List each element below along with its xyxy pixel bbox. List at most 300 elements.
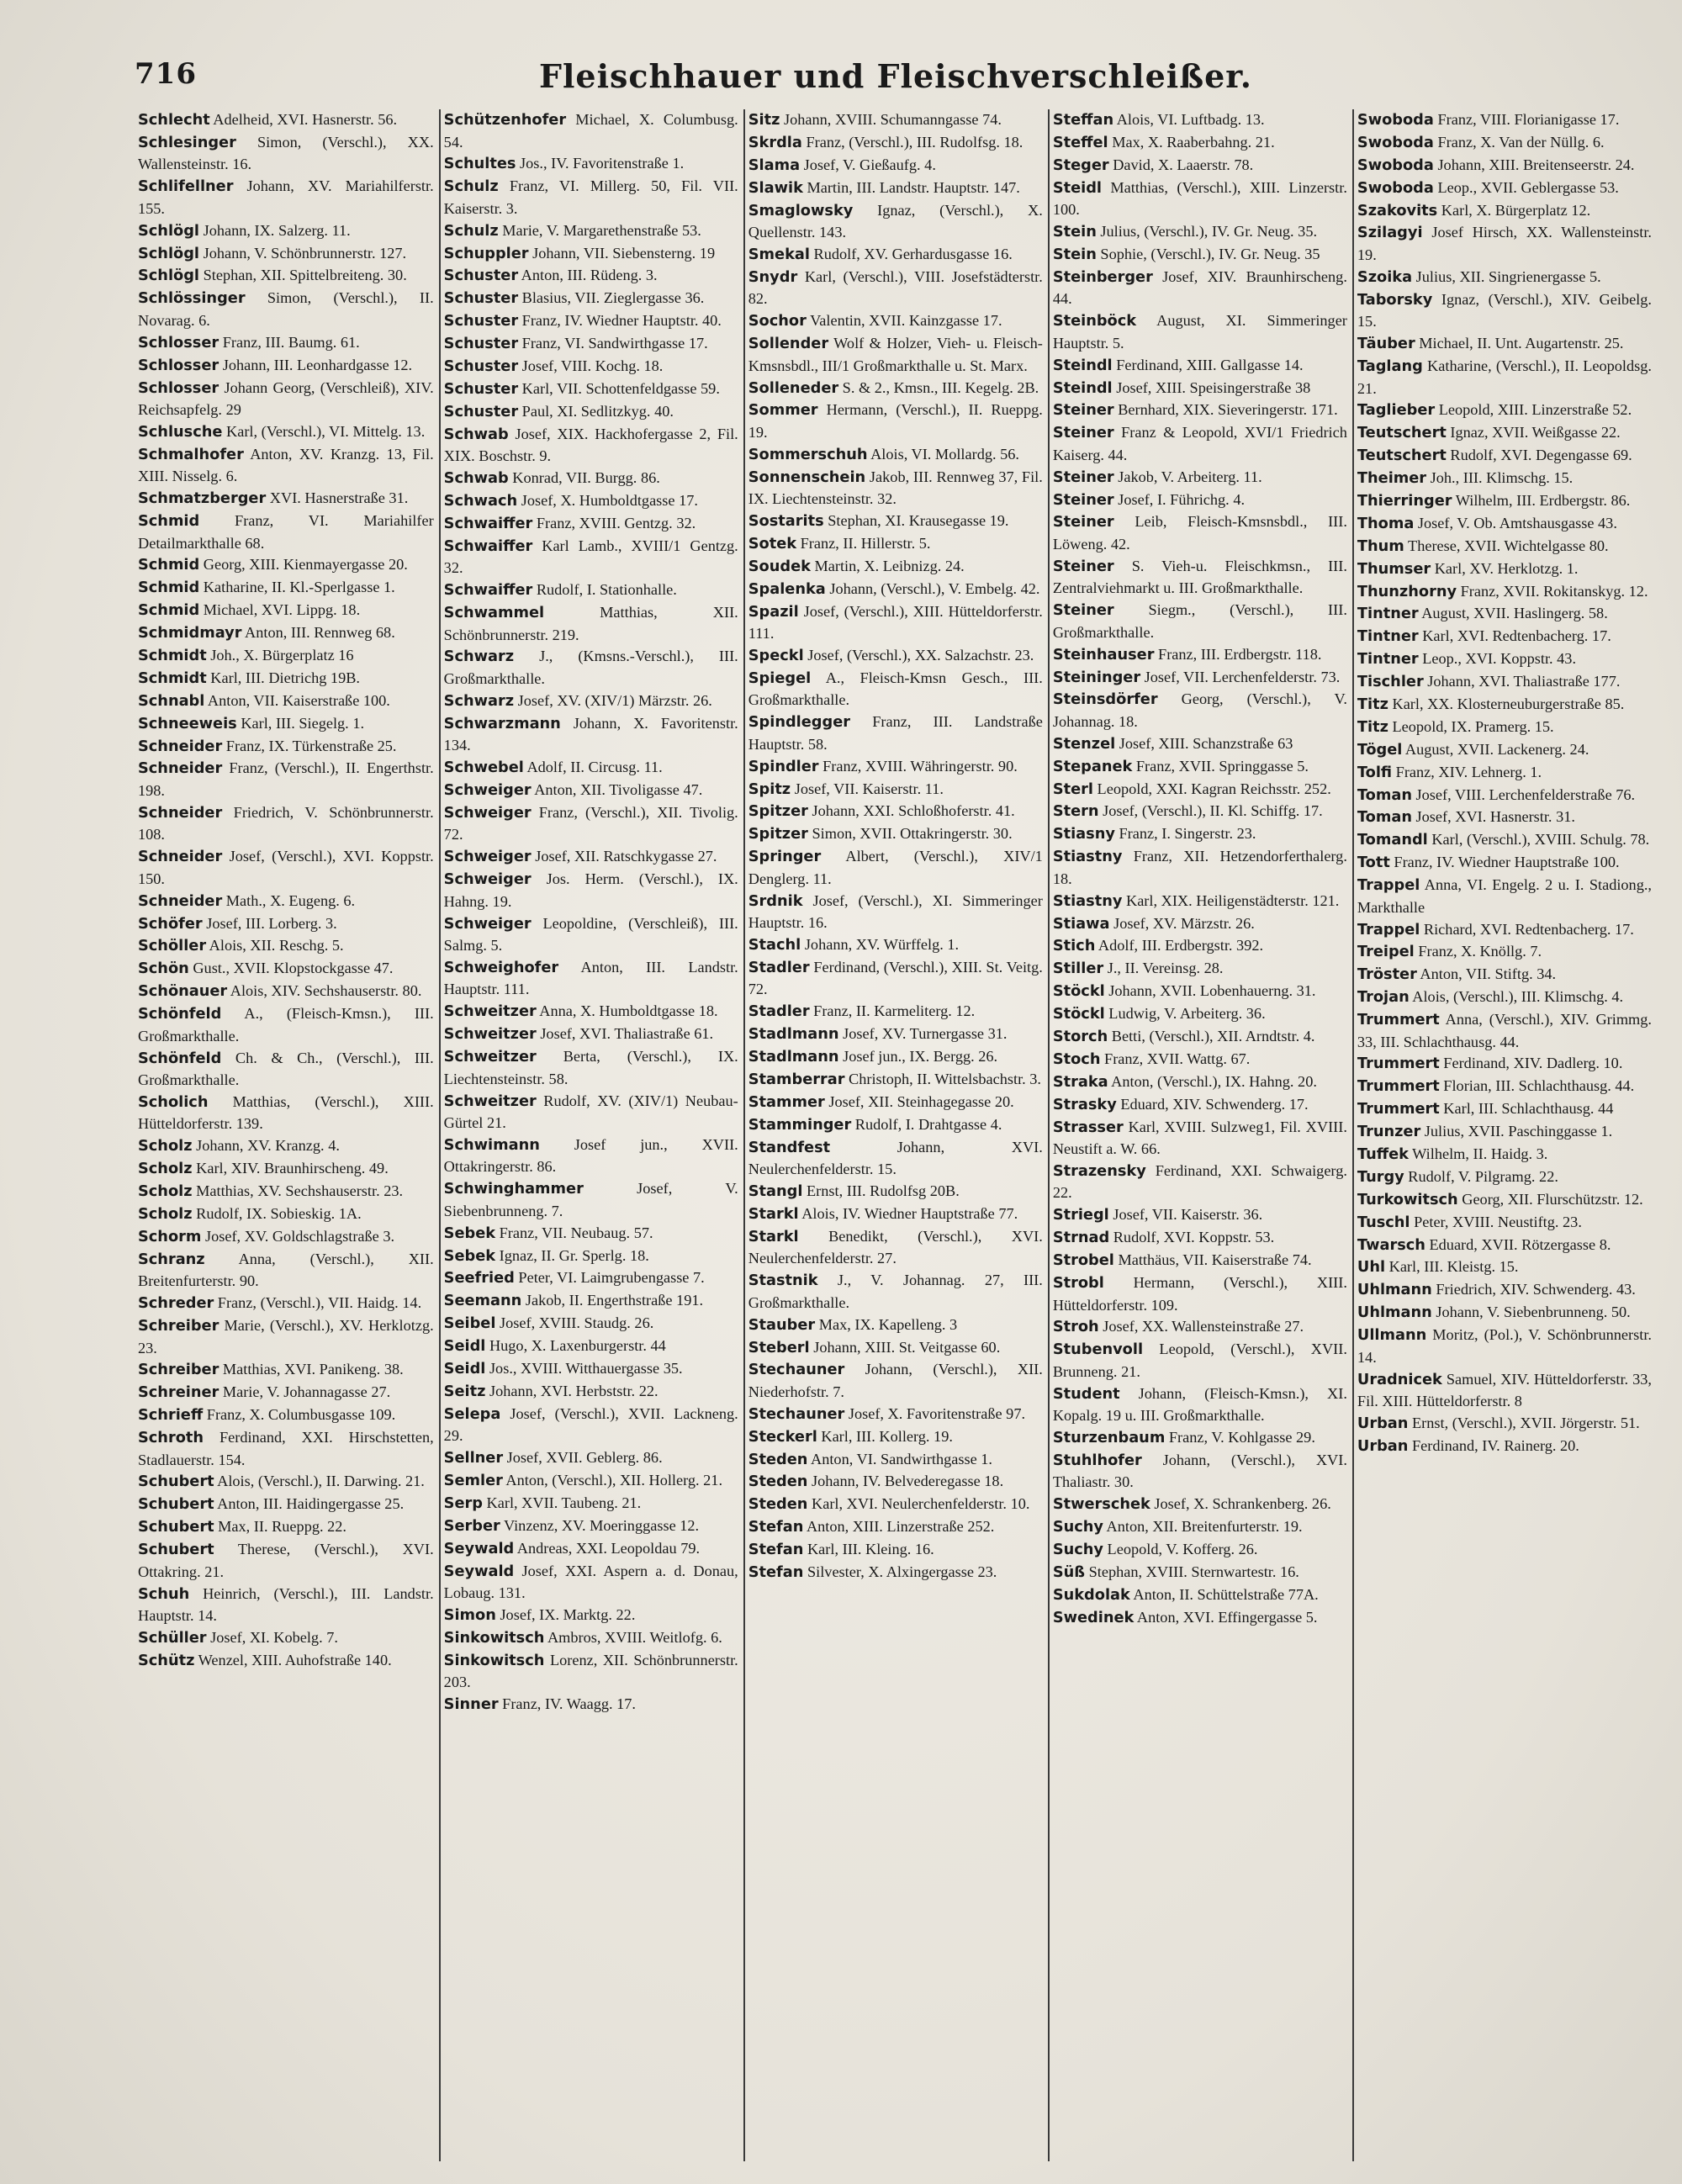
- entry-name: Schwach: [443, 492, 518, 510]
- entry-name: Snydr: [748, 268, 798, 286]
- directory-entry: [444, 757, 738, 780]
- entry-details: Josef, VII. Kaiserstr. 36.: [1108, 1206, 1263, 1224]
- entry-details: Stephan, XI. Krausegasse 19.: [823, 512, 1009, 530]
- entry-details: Heinrich, (Verschl.), III. Landstr. Hauptstr. 14.: [138, 1584, 434, 1625]
- entry-details: Alois, XII. Reschg. 5.: [206, 937, 344, 955]
- directory-entry: [444, 1290, 738, 1313]
- directory-entry: [1357, 289, 1652, 333]
- entry-name: Thierringer: [1357, 492, 1452, 510]
- entry-name: Steinberger: [1052, 268, 1153, 286]
- directory-entry: [1053, 109, 1347, 132]
- entry-details: Anton, XIII. Linzerstraße 252.: [803, 1518, 995, 1536]
- entry-details: Anton, III. Landstr. Hauptstr. 111.: [443, 958, 738, 998]
- entry-details: Franz, IV. Wiedner Hauptstr. 40.: [518, 312, 722, 330]
- entry-name: Schlögl: [138, 267, 200, 285]
- directory-entry: [444, 1561, 738, 1605]
- entry-name: Strazensky: [1052, 1162, 1146, 1180]
- entry-name: Steckerl: [748, 1428, 817, 1446]
- directory-entry: [1357, 200, 1652, 223]
- directory-entry: [748, 132, 1043, 155]
- directory-entry: [444, 646, 738, 690]
- entry-details: Johann, XV. Kranzg. 4.: [192, 1137, 340, 1155]
- entry-name: Stiastny: [1052, 892, 1123, 910]
- entry-name: Schultes: [443, 156, 516, 173]
- entry-name: Stachl: [748, 937, 801, 955]
- directory-entry: [1357, 852, 1652, 875]
- entry-name: Springer: [748, 849, 822, 866]
- directory-entry: [138, 1471, 434, 1494]
- directory-entry: [1053, 689, 1347, 732]
- entry-name: Schützenhofer: [443, 112, 567, 129]
- entry-name: Steininger: [1052, 669, 1141, 686]
- entry-details: Josef, (Verschl.), XX. Salzachstr. 23.: [803, 647, 1034, 664]
- entry-name: Straka: [1052, 1073, 1108, 1091]
- entry-name: Schranz: [138, 1251, 205, 1268]
- entry-details: Joh., III. Klimschg. 15.: [1426, 469, 1574, 487]
- directory-entry: [444, 243, 738, 266]
- entry-name: Toman: [1357, 809, 1412, 827]
- directory-entry: [444, 513, 738, 536]
- entry-name: Schmid: [138, 557, 200, 574]
- directory-entry: [1357, 468, 1652, 490]
- directory-entry: [138, 1203, 434, 1226]
- entry-name: Schlosser: [138, 334, 220, 352]
- entry-details: Josef, (Verschl.), XI. Simmeringer Hauptstr. 16.: [748, 891, 1043, 932]
- directory-entry: [1357, 1279, 1652, 1302]
- directory-entry: [444, 1650, 738, 1694]
- entry-name: Stich: [1052, 938, 1096, 955]
- directory-entry: [1053, 132, 1347, 155]
- entry-name: Stiasny: [1052, 826, 1115, 843]
- entry-details: Julius, XII. Singrienergasse 5.: [1412, 267, 1601, 285]
- entry-details: Berta, (Verschl.), IX. Liechtensteinstr. 58.: [443, 1048, 738, 1087]
- entry-name: Schwab: [443, 470, 509, 488]
- entry-name: Suchy: [1052, 1519, 1103, 1536]
- directory-entry: [138, 577, 434, 600]
- directory-entry: [444, 176, 738, 219]
- entry-details: Adelheid, XVI. Hasnerstr. 56.: [209, 111, 398, 128]
- entry-details: Johann, IV. Belvederegasse 18.: [807, 1473, 1004, 1490]
- entry-details: Benedikt, (Verschl.), XVI. Neulerchenfelderstr. 27.: [748, 1227, 1043, 1267]
- entry-details: Franz, V. Kohlgasse 29.: [1165, 1429, 1315, 1446]
- entry-name: Sebek: [443, 1224, 496, 1242]
- directory-entry: [1357, 875, 1652, 918]
- directory-entry: [748, 200, 1043, 244]
- entry-details: Rudolf, XVI. Koppstr. 53.: [1109, 1229, 1275, 1246]
- column-5: [1352, 109, 1657, 2161]
- entry-name: Schuster: [443, 380, 519, 398]
- entry-details: Anton, III. Rennweg 68.: [241, 624, 395, 642]
- directory-entry: [748, 1114, 1043, 1137]
- running-head-title: Fleischhauer und Fleischverschleißer.: [538, 57, 1253, 95]
- entry-name: Stechauner: [748, 1405, 845, 1423]
- entry-details: Max, X. Raaberbahng. 21.: [1108, 133, 1275, 151]
- directory-entry: [444, 1404, 738, 1447]
- entry-details: Franz, X. Van der Nüllg. 6.: [1433, 133, 1605, 151]
- entry-details: Franz, XVII. Rokitanskyg. 12.: [1457, 582, 1648, 600]
- entry-details: Georg, XII. Flurschützstr. 12.: [1457, 1190, 1643, 1208]
- entry-details: Alois, (Verschl.), II. Darwing. 21.: [214, 1473, 425, 1490]
- entry-details: Sophie, (Verschl.), IV. Gr. Neug. 35: [1096, 245, 1320, 262]
- entry-details: Franz, VI. Millerg. 50, Fil. VII. Kaiserstr. 3.: [443, 177, 738, 217]
- entry-name: Schön: [138, 960, 189, 978]
- entry-name: Stastnik: [748, 1272, 818, 1290]
- entry-details: Konrad, VII. Burgg. 86.: [508, 469, 660, 487]
- entry-name: Steberl: [748, 1339, 810, 1356]
- entry-name: Steindl: [1052, 357, 1113, 374]
- directory-entry: [1053, 1094, 1347, 1117]
- directory-entry: [1357, 422, 1652, 445]
- directory-entry: [444, 1538, 738, 1561]
- directory-entry: [748, 1404, 1043, 1426]
- entry-name: Semler: [443, 1473, 503, 1490]
- entry-details: Johann, XV. Mariahilferstr. 155.: [138, 177, 434, 217]
- entry-name: Schlössinger: [138, 290, 246, 308]
- entry-name: Stiller: [1052, 960, 1104, 978]
- directory-entry: [1357, 558, 1652, 581]
- entry-name: Spindlegger: [748, 714, 850, 732]
- directory-entry: [444, 1515, 738, 1538]
- entry-details: Josef, VII. Kaiserstr. 11.: [791, 780, 944, 797]
- directory-entry: [1053, 1272, 1347, 1316]
- directory-entry: [1053, 1539, 1347, 1562]
- entry-details: Simon, XVII. Ottakringerstr. 30.: [807, 825, 1013, 843]
- directory-entry: [1357, 986, 1652, 1009]
- directory-entry: [444, 1046, 738, 1090]
- entry-details: J., V. Johannag. 27, III. Großmarkthalle.: [748, 1272, 1043, 1311]
- directory-entry: [138, 1627, 434, 1650]
- entry-name: Schneider: [138, 892, 223, 910]
- entry-name: Schwammel: [443, 605, 545, 622]
- entry-name: Spiegel: [748, 669, 812, 687]
- entry-details: Friedrich, XIV. Schwenderg. 43.: [1431, 1281, 1636, 1298]
- directory-entry: [138, 1359, 434, 1382]
- directory-entry: [444, 802, 738, 846]
- directory-entry: [138, 355, 434, 378]
- entry-details: Karl, III. Dietrichg 19B.: [206, 669, 360, 686]
- directory-entry: [1357, 1212, 1652, 1235]
- directory-entry: [748, 891, 1043, 934]
- entry-name: Stubenvoll: [1052, 1341, 1144, 1359]
- directory-entry: [444, 1134, 738, 1178]
- entry-details: Ferdinand, XXI. Schwaigerg. 22.: [1052, 1161, 1347, 1202]
- entry-name: Schneider: [138, 760, 223, 778]
- entry-details: Jos., IV. Favoritenstraße 1.: [516, 155, 685, 172]
- entry-details: Johann, X. Favoritenstr. 134.: [443, 714, 738, 754]
- entry-details: Jakob, II. Engerthstraße 191.: [521, 1292, 704, 1309]
- directory-entry: [1357, 1325, 1652, 1368]
- entry-name: Spazil: [748, 603, 799, 621]
- entry-name: Stechauner: [748, 1362, 845, 1379]
- entry-name: Storch: [1052, 1029, 1108, 1045]
- page-header: [135, 57, 1657, 99]
- entry-name: Schreder: [138, 1295, 214, 1313]
- entry-name: Sinkowitsch: [443, 1652, 545, 1669]
- entry-name: Stöckl: [1052, 983, 1105, 1001]
- entry-name: Schweiger: [443, 849, 532, 866]
- entry-name: Steiner: [1052, 425, 1114, 442]
- entry-details: Karl, (Verschl.), VIII. Josefstädterstr. 82.: [748, 267, 1043, 308]
- entry-name: Stein: [1052, 246, 1097, 263]
- directory-entry: [444, 378, 738, 401]
- entry-name: Schlosser: [138, 379, 220, 397]
- entry-name: Stiawa: [1052, 915, 1110, 933]
- entry-details: Franz, II. Karmeliterg. 12.: [809, 1002, 976, 1020]
- directory-entry: [1357, 155, 1652, 177]
- entry-name: Serp: [443, 1494, 483, 1512]
- entry-details: Karl, XIX. Heiligenstädterstr. 121.: [1122, 891, 1340, 909]
- entry-details: Anna, (Verschl.), XII. Breitenfurterstr. 90.: [138, 1250, 434, 1290]
- entry-details: Johann, XIII. Breitenseerstr. 24.: [1433, 156, 1635, 173]
- directory-entry: [138, 1650, 434, 1673]
- entry-details: Anna, (Verschl.), XIV. Grimmg. 33, III. Schlachthausg. 44.: [1357, 1011, 1652, 1050]
- entry-name: Sellner: [443, 1450, 504, 1467]
- entry-details: Josef, XXI. Aspern a. d. Donau, Lobaug. 131.: [443, 1562, 738, 1602]
- directory-entry: [748, 846, 1043, 890]
- entry-details: Anton, VI. Sandwirthgasse 1.: [807, 1450, 992, 1467]
- directory-entry: [1053, 891, 1347, 913]
- entry-name: Seidl: [443, 1338, 486, 1356]
- directory-entry: [1053, 1494, 1347, 1516]
- entry-details: Franz & Leopold, XVI/1 Friedrich Kaiserg. 44.: [1052, 424, 1347, 463]
- directory-entry: [748, 934, 1043, 957]
- entry-details: Math., X. Eugeng. 6.: [222, 891, 356, 909]
- entry-details: Franz, IV. Waagg. 17.: [498, 1695, 636, 1713]
- directory-entry: [1357, 132, 1652, 155]
- directory-entry: [1357, 603, 1652, 626]
- directory-entry: [138, 802, 434, 846]
- entry-name: Treipel: [1357, 944, 1415, 961]
- directory-entry: [444, 1470, 738, 1493]
- directory-entry: [1053, 600, 1347, 643]
- entry-name: Stamberrar: [748, 1071, 845, 1088]
- directory-entry: [444, 913, 738, 957]
- entry-details: Franz, III. Landstraße Hauptstr. 58.: [748, 713, 1043, 753]
- directory-entry: [444, 490, 738, 513]
- entry-details: Franz, VI. Mariahilfer Detailmarkthalle 68.: [138, 512, 434, 552]
- entry-name: Stamminger: [748, 1116, 852, 1134]
- entry-details: Anton, XII. Breitenfurterstr. 19.: [1103, 1518, 1303, 1536]
- entry-name: Schwaiffer: [443, 537, 533, 555]
- directory-entry: [444, 1001, 738, 1023]
- directory-entry: [444, 310, 738, 333]
- entry-details: Marie, V. Johannagasse 27.: [219, 1383, 391, 1401]
- directory-entry: [444, 1223, 738, 1245]
- entry-name: Schwinghammer: [443, 1181, 584, 1198]
- directory-entry: [748, 1539, 1043, 1562]
- entry-details: Franz, (Verschl.), XII. Tivolig. 72.: [443, 803, 738, 843]
- directory-entry: [748, 711, 1043, 755]
- entry-name: Schweiger: [443, 915, 532, 933]
- directory-entry: [138, 913, 434, 936]
- entry-details: Josef, XII. Steinhagegasse 20.: [824, 1092, 1014, 1110]
- entry-details: Karl, XX. Klosterneuburgerstraße 85.: [1388, 695, 1625, 712]
- directory-entry: [138, 332, 434, 355]
- entry-name: Stadler: [748, 1003, 810, 1021]
- entry-name: Stefan: [748, 1519, 804, 1536]
- entry-details: Anton, VII. Stiftg. 34.: [1416, 965, 1557, 983]
- entry-name: Stern: [1052, 803, 1099, 821]
- entry-details: Friedrich, V. Schönbrunnerstr. 108.: [138, 803, 434, 843]
- directory-entry: [444, 1358, 738, 1381]
- directory-entry: [444, 1023, 738, 1046]
- directory-entry: [748, 1203, 1043, 1226]
- directory-entry: [138, 444, 434, 488]
- directory-entry: [1053, 399, 1347, 422]
- directory-entry: [1053, 489, 1347, 512]
- directory-entry: [1357, 919, 1652, 942]
- entry-name: Uhlmann: [1357, 1282, 1432, 1299]
- entry-name: Schwaiffer: [443, 582, 533, 600]
- entry-name: Schwebel: [443, 759, 524, 777]
- directory-entry: [1053, 267, 1347, 310]
- directory-entry: [748, 1023, 1043, 1046]
- directory-entry: [1357, 109, 1652, 132]
- directory-entry: [1053, 1250, 1347, 1272]
- directory-entry: [444, 1694, 738, 1716]
- directory-entry: [1357, 1166, 1652, 1189]
- entry-details: Josef, XVI. Hasnerstr. 31.: [1411, 808, 1575, 826]
- directory-entry: [138, 488, 434, 510]
- entry-name: Stiastny: [1052, 849, 1123, 866]
- directory-columns: [135, 109, 1657, 2161]
- entry-name: Strasser: [1052, 1118, 1124, 1136]
- directory-entry: [1053, 644, 1347, 667]
- entry-details: Anton, (Verschl.), XII. Hollerg. 21.: [502, 1472, 723, 1489]
- entry-name: Schuster: [443, 403, 519, 420]
- entry-name: Teutschert: [1357, 447, 1447, 465]
- entry-details: Rudolf, XVI. Degengasse 69.: [1446, 447, 1632, 464]
- entry-details: S. & 2., Kmsn., III. Kegelg. 2B.: [838, 378, 1039, 396]
- entry-details: Ignaz, (Verschl.), X. Quellenstr. 143.: [748, 201, 1043, 241]
- directory-entry: [748, 1181, 1043, 1203]
- entry-details: Josef, VIII. Kochg. 18.: [518, 357, 664, 375]
- directory-entry: [444, 265, 738, 288]
- entry-name: Striegl: [1052, 1207, 1109, 1224]
- entry-name: Spalenka: [748, 580, 826, 598]
- entry-name: Tröster: [1357, 966, 1417, 984]
- entry-details: Joh., X. Bürgerplatz 16: [206, 647, 354, 664]
- directory-entry: [748, 556, 1043, 579]
- directory-entry: [1053, 756, 1347, 779]
- entry-name: Stwerschek: [1052, 1496, 1150, 1514]
- entry-details: Michael, X. Columbusg. 54.: [443, 111, 738, 151]
- entry-details: Lorenz, XII. Schönbrunnerstr. 203.: [443, 1651, 738, 1691]
- entry-details: Peter, VI. Laimgrubengasse 7.: [514, 1269, 705, 1287]
- entry-details: Julius, (Verschl.), IV. Gr. Neug. 35.: [1096, 223, 1318, 241]
- directory-entry: [444, 579, 738, 602]
- entry-details: Rudolf, XV. (XIV/1) Neubau-Gürtel 21.: [443, 1092, 738, 1131]
- entry-details: Josef, VIII. Lerchenfelderstraße 76.: [1411, 785, 1636, 803]
- entry-details: Josef, (Verschl.), II. Kl. Schiffg. 17.: [1098, 802, 1323, 820]
- directory-entry: [748, 645, 1043, 668]
- entry-details: Josef, XVII. Geblerg. 86.: [503, 1449, 663, 1467]
- entry-details: Franz, (Verschl.), II. Engerthstr. 198.: [138, 759, 434, 799]
- entry-details: Johann, (Verschl.), V. Embelg. 42.: [825, 579, 1040, 597]
- entry-name: Selepa: [443, 1405, 501, 1423]
- entry-details: Anna, VI. Engelg. 2 u. I. Stadiong., Markthalle: [1357, 876, 1652, 916]
- entry-name: Scholz: [138, 1138, 193, 1155]
- entry-details: Marie, (Verschl.), XV. Herklotzg. 23.: [138, 1317, 434, 1356]
- entry-details: Josef, I. Führichg. 4.: [1113, 490, 1246, 508]
- directory-entry: [1357, 1369, 1652, 1413]
- entry-details: Johann, (Fleisch-Kmsn.), XI. Kopalg. 19 u. III. Großmarkthalle.: [1052, 1384, 1347, 1425]
- directory-entry: [1357, 1053, 1652, 1076]
- entry-details: Alois, VI. Luftbadg. 13.: [1113, 111, 1265, 128]
- entry-name: Spindler: [748, 758, 819, 775]
- entry-details: Josef, X. Favoritenstraße 97.: [844, 1404, 1026, 1422]
- directory-entry: [444, 424, 738, 468]
- entry-details: Ludwig, V. Arbeiterg. 36.: [1104, 1005, 1266, 1023]
- entry-name: Stangl: [748, 1183, 803, 1201]
- entry-name: Steindl: [1052, 379, 1113, 397]
- entry-details: Franz, XVII. Springgasse 5.: [1132, 757, 1309, 775]
- entry-details: Silvester, X. Alxingergasse 23.: [803, 1563, 997, 1581]
- directory-entry: [1053, 467, 1347, 489]
- directory-entry: [1053, 1562, 1347, 1584]
- entry-name: Strasky: [1052, 1096, 1117, 1113]
- entry-details: Leopold, V. Kofferg. 26.: [1103, 1541, 1258, 1558]
- entry-name: Szoika: [1357, 268, 1413, 286]
- entry-name: Sollender: [748, 336, 829, 353]
- directory-entry: [1053, 823, 1347, 846]
- directory-entry: [1053, 733, 1347, 756]
- entry-details: Karl, XV. Herklotzg. 1.: [1431, 559, 1579, 577]
- entry-name: Steiner: [1052, 402, 1114, 420]
- entry-name: Uhl: [1357, 1259, 1386, 1277]
- entry-name: Steiner: [1052, 558, 1114, 575]
- directory-entry: [444, 220, 738, 243]
- entry-details: Matthias, XV. Sechshauserstr. 23.: [192, 1182, 404, 1200]
- directory-entry: [748, 109, 1043, 132]
- directory-entry: [138, 846, 434, 890]
- entry-name: Trummert: [1357, 1078, 1440, 1096]
- entry-name: Thunzhorny: [1357, 583, 1457, 600]
- directory-entry: [748, 1092, 1043, 1114]
- entry-name: Taborsky: [1357, 291, 1433, 309]
- entry-details: Eduard, XVII. Rötzergasse 8.: [1425, 1235, 1611, 1253]
- entry-name: Starkl: [748, 1228, 799, 1245]
- directory-entry: [138, 690, 434, 713]
- entry-name: Seibel: [443, 1315, 496, 1333]
- directory-entry: [748, 1337, 1043, 1360]
- directory-entry: [1053, 1026, 1347, 1049]
- entry-name: Sostarits: [748, 513, 824, 531]
- entry-name: Schuh: [138, 1585, 190, 1603]
- entry-name: Schönfeld: [138, 1006, 222, 1023]
- entry-name: Sturzenbaum: [1052, 1430, 1166, 1447]
- entry-name: Spitzer: [748, 803, 808, 821]
- directory-entry: [444, 1493, 738, 1515]
- directory-entry: [1053, 244, 1347, 267]
- entry-name: Seefried: [443, 1270, 515, 1288]
- entry-name: Serber: [443, 1517, 500, 1535]
- directory-entry: [748, 533, 1043, 556]
- entry-details: Georg, XIII. Kienmayergasse 20.: [199, 556, 408, 574]
- entry-details: Florian, III. Schlachthausg. 44.: [1439, 1077, 1635, 1095]
- entry-details: Rudolf, XV. Gerhardusgasse 16.: [809, 245, 1013, 262]
- entry-name: Stenzel: [1052, 735, 1116, 753]
- entry-details: Johann, XVIII. Schumanngasse 74.: [780, 111, 1002, 128]
- entry-name: Sterl: [1052, 780, 1093, 798]
- entry-details: Karl, (Verschl.), VI. Mittelg. 13.: [222, 422, 426, 440]
- directory-entry: [1357, 1189, 1652, 1212]
- entry-name: Schütz: [138, 1652, 195, 1669]
- entry-details: Simon, (Verschl.), XX. Wallensteinstr. 16.: [138, 133, 434, 173]
- entry-name: Steger: [1052, 156, 1109, 174]
- entry-details: Ernst, III. Rudolfsg 20B.: [802, 1182, 960, 1200]
- entry-details: Johann Georg, (Verschleiß), XIV. Reichsapfelg. 29: [138, 378, 434, 419]
